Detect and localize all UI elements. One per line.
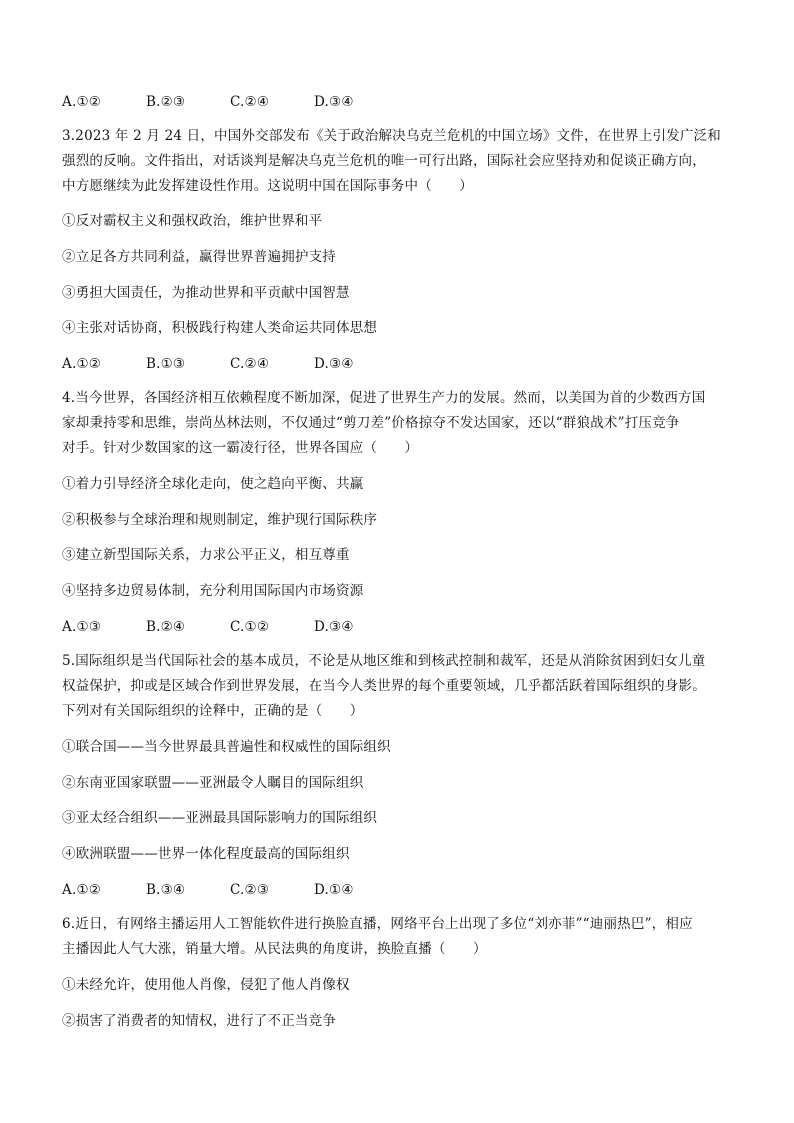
q4-stem-line-1: 4.当今世界，各国经济相互依赖程度不断加深，促进了世界生产力的发展。然而，以美国为首的少数西方国 — [62, 390, 706, 406]
option-d: D.③④ — [314, 356, 354, 372]
q3-item-2: ②立足各方共同利益，赢得世界普遍拥护支持 — [62, 249, 336, 265]
q6-stem-line-2: 主播因此人气大涨，销量大增。从民法典的角度讲，换脸直播（ ） — [62, 941, 487, 957]
q5-options — [62, 880, 742, 900]
q3-item-4: ④主张对话协商，积极践行构建人类命运共同体思想 — [62, 320, 378, 336]
q3-stem-line-2: 强烈的反响。文件指出，对话谈判是解决乌克兰危机的唯一可行出路，国际社会应坚持劝和促谈正确方向， — [62, 153, 706, 169]
q6-stem-line-1: 6.近日，有网络主播运用人工智能软件进行换脸直播，网络平台上出现了多位“刘亦菲”“迪丽热巴”，相应 — [62, 916, 693, 932]
option-b: B.③④ — [146, 882, 186, 898]
option-c: C.②④ — [230, 356, 270, 372]
q3-options — [62, 354, 742, 374]
option-d: D.③④ — [314, 94, 354, 110]
q4-item-2: ②积极参与全球治理和规则制定，维护现行国际秩序 — [62, 512, 378, 528]
q3-stem-line-3: 中方愿继续为此发挥建设性作用。这说明中国在国际事务中（ ） — [62, 178, 473, 194]
option-b: B.②④ — [146, 619, 186, 635]
option-a: A.①② — [62, 356, 102, 372]
q4-stem-line-3: 对手。针对少数国家的这一霸凌行径，世界各国应（ ） — [62, 440, 419, 456]
q5-item-4: ④欧洲联盟——世界一体化程度最高的国际组织 — [62, 846, 350, 862]
option-c: C.①② — [230, 619, 270, 635]
option-a: A.①③ — [62, 619, 102, 635]
option-a: A.①② — [62, 94, 102, 110]
q4-item-4: ④坚持多边贸易体制，充分利用国际国内市场资源 — [62, 583, 364, 599]
q4-item-1: ①着力引导经济全球化走向，使之趋向平衡、共赢 — [62, 476, 364, 492]
q5-stem-line-2: 权益保护，抑或是区域合作到世界发展，在当今人类世界的每个重要领域，几乎都活跃着国际组织的身影。 — [62, 678, 706, 694]
q4-options — [62, 617, 742, 637]
q4-stem-line-2: 家却秉持零和思维，崇尚丛林法则，不仅通过“剪刀差”价格掠夺不发达国家，还以“群狼战术”打压竞争 — [62, 415, 680, 431]
q6-item-1: ①未经允许，使用他人肖像，侵犯了他人肖像权 — [62, 977, 350, 993]
option-b: B.①③ — [146, 356, 186, 372]
q3-stem-line-1: 3.2023 年 2 月 24 日，中国外交部发布《关于政治解决乌克兰危机的中国立场》文件，在世界上引发广泛和 — [62, 128, 721, 144]
q6-item-2: ②损害了消费者的知情权，进行了不正当竞争 — [62, 1013, 336, 1029]
option-c: C.②④ — [230, 94, 270, 110]
option-b: B.②③ — [146, 94, 186, 110]
option-c: C.②③ — [230, 882, 270, 898]
q5-item-1: ①联合国——当今世界最具普遍性和权威性的国际组织 — [62, 739, 391, 755]
q4-item-3: ③建立新型国际关系，力求公平正义，相互尊重 — [62, 547, 350, 563]
q3-item-3: ③勇担大国责任，为推动世界和平贡献中国智慧 — [62, 285, 350, 301]
q5-stem-line-1: 5.国际组织是当代国际社会的基本成员，不论是从地区维和到核武控制和裁军，还是从消除贫困到妇女儿童 — [62, 653, 706, 669]
q5-stem-line-3: 下列对有关国际组织的诠释中，正确的是（ ） — [62, 703, 364, 719]
option-d: D.①④ — [314, 882, 354, 898]
q5-item-3: ③亚太经合组织——亚洲最具国际影响力的国际组织 — [62, 810, 378, 826]
q5-item-2: ②东南亚国家联盟——亚洲最令人瞩目的国际组织 — [62, 775, 364, 791]
option-a: A.①② — [62, 882, 102, 898]
q2-options — [62, 92, 742, 112]
option-d: D.③④ — [314, 619, 354, 635]
q3-item-1: ①反对霸权主义和强权政治，维护世界和平 — [62, 213, 323, 229]
